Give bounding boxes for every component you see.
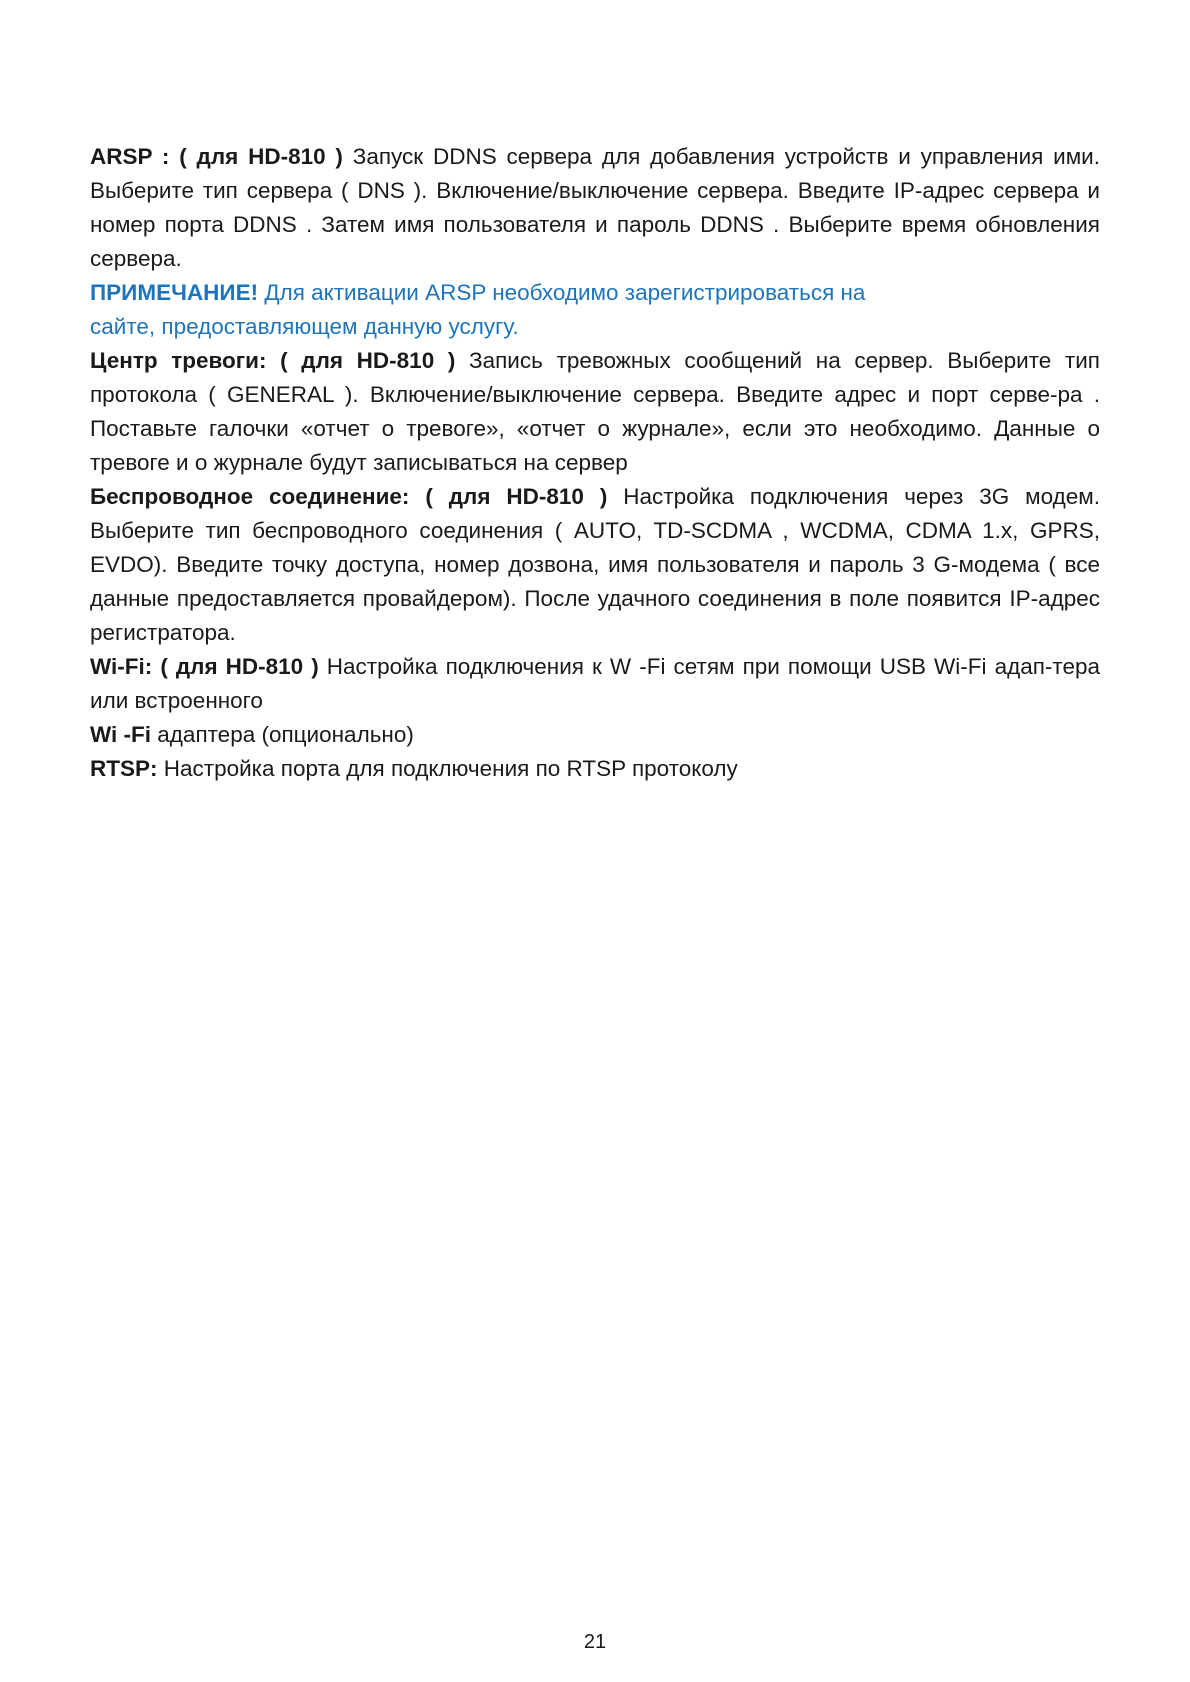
alarm-center-text: Запись тревожных сообщений на сервер. Выберите тип протокола ( GENERAL ). Включение/выключение сервера. Введите адрес и порт серве-ра . Поставьте галочки «отчет о тревоге», «отчет о журнале», если это необходимо. Данные о тревоге и о журнале будут записываться на сервер — [90, 348, 1100, 475]
paragraph-note — [90, 276, 1100, 344]
paragraph-rtsp — [90, 752, 1100, 786]
paragraph-wireless — [90, 480, 1100, 650]
arsp-label: ARSP : ( для HD-810 ) — [90, 144, 343, 169]
arsp-text: Запуск DDNS сервера для добавления устройств и управления ими. Выберите тип сервера ( DNS ). Включение/выключение сервера. Введите IP-адрес сервера и номер порта DDNS . Затем имя пользователя и пароль DDNS . Выберите время обновления сервера. — [90, 144, 1101, 271]
document-body — [90, 140, 1100, 786]
wireless-text: Настройка подключения через 3G модем. Выберите тип беспроводного соединения ( AUTO, TD-SCDMA , WCDMA, CDMA 1.x, GPRS, EVDO). Введите точку доступа, номер дозвона, имя пользователя и пароль 3 G-модема ( все данные предоставляется провайдером). После удачного соединения в поле появится IP-адрес регистратора. — [90, 484, 1100, 645]
wifi-adapter-text: адаптера (опционально) — [151, 722, 414, 747]
paragraph-arsp — [90, 140, 1100, 276]
paragraph-alarm-center — [90, 344, 1100, 480]
wifi-text: Настройка подключения к W -Fi сетям при помощи USB Wi-Fi адап-тера или встроенного — [90, 654, 1100, 713]
wireless-label: Беспроводное соединение: ( для HD-810 ) — [90, 484, 608, 509]
rtsp-text: Настройка порта для подключения по RTSP протоколу — [157, 756, 738, 781]
paragraph-wifi — [90, 650, 1100, 718]
note-label: ПРИМЕЧАНИЕ! — [90, 280, 259, 305]
paragraph-wifi-adapter — [90, 718, 1100, 752]
wifi-label: Wi-Fi: ( для HD-810 ) — [90, 654, 319, 679]
page-number: 21 — [583, 1631, 607, 1653]
rtsp-label: RTSP: — [90, 756, 158, 781]
alarm-center-label: Центр тревоги: ( для HD-810 ) — [90, 348, 456, 373]
note-line2: сайте, предоставляющем данную услугу. — [90, 314, 519, 339]
wifi-adapter-label: Wi -Fi — [90, 722, 152, 747]
note-line1: Для активации ARSP необходимо зарегистрироваться на — [258, 280, 866, 305]
